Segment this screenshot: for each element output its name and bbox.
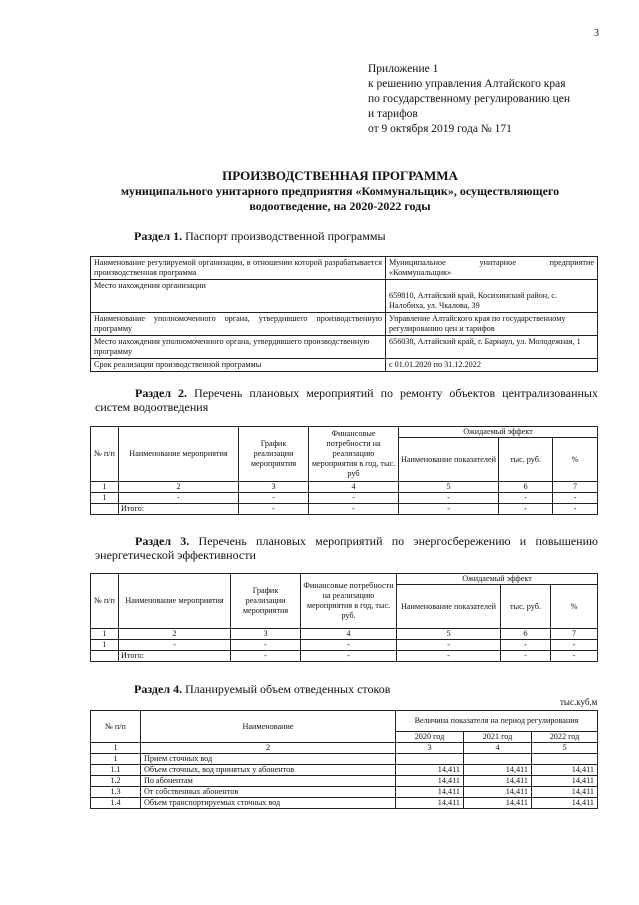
table-row bbox=[91, 493, 598, 504]
document-subtitle bbox=[60, 184, 620, 214]
cell: 1.4 bbox=[91, 798, 141, 809]
table-row bbox=[91, 754, 598, 765]
cell: 14,411 bbox=[532, 787, 598, 798]
col-header: Наименование bbox=[141, 711, 396, 743]
page-number: 3 bbox=[594, 28, 599, 39]
table-row bbox=[91, 787, 598, 798]
cell: - bbox=[499, 504, 553, 515]
section-label: Раздел 1. bbox=[134, 229, 183, 243]
passport-key: Место нахождения организации bbox=[91, 280, 386, 313]
section-text: Перечень плановых мероприятий по ремонту объектов централизованных систем водоотведения bbox=[95, 386, 598, 414]
col-header: № п/п bbox=[91, 427, 119, 482]
cell: 5 bbox=[397, 629, 501, 640]
table-header-row bbox=[91, 574, 598, 585]
appendix-line: по государственному регулированию цен bbox=[368, 93, 571, 105]
table-row bbox=[91, 257, 598, 280]
column-numbers-row bbox=[91, 743, 598, 754]
col-header: График реализации мероприятия bbox=[239, 427, 309, 482]
repair-measures-table bbox=[90, 426, 598, 515]
cell: - bbox=[239, 493, 309, 504]
passport-value: 656038, Алтайский край, г. Барнаул, ул. Молодежная, 1 bbox=[386, 336, 598, 359]
cell: 14,411 bbox=[396, 787, 464, 798]
col-header: Ожидаемый эффект bbox=[399, 427, 598, 438]
table-row bbox=[91, 336, 598, 359]
cell: - bbox=[551, 651, 598, 662]
col-header: Наименование показателей bbox=[399, 438, 499, 482]
cell: Объем сточных, вод принятых у абонентов bbox=[141, 765, 396, 776]
cell: - bbox=[501, 640, 551, 651]
appendix-line: и тарифов bbox=[368, 108, 418, 120]
total-label: Итого: bbox=[119, 504, 239, 515]
passport-table bbox=[90, 256, 598, 372]
cell: 4 bbox=[464, 743, 532, 754]
energy-measures-table bbox=[90, 573, 598, 662]
cell: 6 bbox=[501, 629, 551, 640]
cell: Прием сточных вод bbox=[141, 754, 396, 765]
cell: - bbox=[301, 640, 397, 651]
col-header: тыс. руб. bbox=[501, 585, 551, 629]
col-header: Наименование мероприятия bbox=[119, 427, 239, 482]
cell: 1.2 bbox=[91, 776, 141, 787]
appendix-line: Приложение 1 bbox=[368, 63, 439, 75]
col-header: Величина показателя на период регулирования bbox=[396, 711, 598, 732]
total-row bbox=[91, 504, 598, 515]
cell: 1 bbox=[91, 754, 141, 765]
col-header: 2022 год bbox=[532, 732, 598, 743]
col-header: % bbox=[551, 585, 598, 629]
cell: 1 bbox=[91, 629, 119, 640]
cell: - bbox=[231, 640, 301, 651]
cell: 5 bbox=[532, 743, 598, 754]
cell: - bbox=[501, 651, 551, 662]
col-header: Наименование мероприятия bbox=[119, 574, 231, 629]
section1-heading bbox=[134, 229, 386, 243]
cell bbox=[91, 651, 119, 662]
subtitle-line: муниципального унитарного предприятия «Коммунальщик», осуществляющего bbox=[120, 184, 560, 198]
cell: - bbox=[231, 651, 301, 662]
cell: - bbox=[309, 493, 399, 504]
cell: Объем транспортируемых сточных вод bbox=[141, 798, 396, 809]
table-row bbox=[91, 640, 598, 651]
cell: 14,411 bbox=[532, 776, 598, 787]
passport-key: Место нахождения уполномоченного органа, утвердившего производственную программу bbox=[91, 336, 386, 359]
passport-value: Муниципальное унитарное предприятие «Коммунальщик» bbox=[386, 257, 598, 280]
cell: 1 bbox=[91, 482, 119, 493]
cell: 1 bbox=[91, 640, 119, 651]
column-numbers-row bbox=[91, 629, 598, 640]
col-header: № п/п bbox=[91, 711, 141, 743]
table-row bbox=[91, 313, 598, 336]
cell: 14,411 bbox=[464, 787, 532, 798]
passport-key: Наименование уполномоченного органа, утвердившего производственную программу bbox=[91, 313, 386, 336]
cell: 6 bbox=[499, 482, 553, 493]
cell: - bbox=[309, 504, 399, 515]
cell: - bbox=[553, 493, 598, 504]
cell: 14,411 bbox=[396, 776, 464, 787]
col-header: 2021 год bbox=[464, 732, 532, 743]
section-label: Раздел 2. bbox=[135, 386, 188, 400]
cell: 1.3 bbox=[91, 787, 141, 798]
table-row bbox=[91, 359, 598, 372]
section-label: Раздел 3. bbox=[135, 534, 190, 548]
table-row bbox=[91, 798, 598, 809]
cell: 14,411 bbox=[532, 765, 598, 776]
col-header: Наименование показателей bbox=[397, 585, 501, 629]
passport-value: Управление Алтайского края по государственному регулированию цен и тарифов bbox=[386, 313, 598, 336]
section-text: Перечень плановых мероприятий по энергосбережению и повышению энергетической эффективности bbox=[95, 534, 598, 562]
section-text: Паспорт производственной программы bbox=[185, 229, 386, 243]
cell: - bbox=[301, 651, 397, 662]
col-header: № п/п bbox=[91, 574, 119, 629]
cell: - bbox=[399, 504, 499, 515]
unit-label: тыс.куб.м bbox=[560, 697, 598, 707]
section-text: Планируемый объем отведенных стоков bbox=[185, 682, 391, 696]
passport-key: Срок реализации производственной программы bbox=[91, 359, 386, 372]
cell: - bbox=[119, 640, 231, 651]
appendix-line: от 9 октября 2019 года № 171 bbox=[368, 123, 512, 135]
cell: 4 bbox=[301, 629, 397, 640]
cell: 14,411 bbox=[464, 798, 532, 809]
col-header: График реализации мероприятия bbox=[231, 574, 301, 629]
table-row bbox=[91, 280, 598, 313]
cell: От собственных абонентов bbox=[141, 787, 396, 798]
section2-heading bbox=[95, 386, 598, 414]
cell: 3 bbox=[396, 743, 464, 754]
table-header-row bbox=[91, 427, 598, 438]
cell: - bbox=[499, 493, 553, 504]
cell: 1.1 bbox=[91, 765, 141, 776]
cell: 7 bbox=[553, 482, 598, 493]
col-header: Финансовые потребности на реализацию мероприятия в год, тыс. руб. bbox=[301, 574, 397, 629]
document-title: ПРОИЗВОДСТВЕННАЯ ПРОГРАММА bbox=[222, 168, 458, 183]
appendix-block bbox=[368, 62, 570, 137]
cell: 1 bbox=[91, 743, 141, 754]
cell: 4 bbox=[309, 482, 399, 493]
table-row bbox=[91, 765, 598, 776]
appendix-line: к решению управления Алтайского края bbox=[368, 78, 566, 90]
cell: 7 bbox=[551, 629, 598, 640]
cell: - bbox=[397, 640, 501, 651]
passport-value: с 01.01.2020 по 31.12.2022 bbox=[386, 359, 598, 372]
cell: - bbox=[397, 651, 501, 662]
passport-value: 659810, Алтайский край, Косихинский район, с. Налобиха, ул. Чкалова, 39 bbox=[386, 280, 598, 313]
column-numbers-row bbox=[91, 482, 598, 493]
wastewater-volume-table bbox=[90, 710, 598, 809]
cell bbox=[396, 754, 464, 765]
cell: - bbox=[551, 640, 598, 651]
col-header: Финансовые потребности на реализацию мероприятия в год, тыс. руб bbox=[309, 427, 399, 482]
total-label: Итого: bbox=[119, 651, 231, 662]
table-header-row bbox=[91, 711, 598, 732]
cell: 3 bbox=[239, 482, 309, 493]
cell: - bbox=[553, 504, 598, 515]
cell: 14,411 bbox=[464, 776, 532, 787]
cell: 1 bbox=[91, 493, 119, 504]
cell: 14,411 bbox=[396, 798, 464, 809]
section4-heading bbox=[134, 682, 390, 696]
cell: 14,411 bbox=[464, 765, 532, 776]
cell: 2 bbox=[119, 629, 231, 640]
cell: 5 bbox=[399, 482, 499, 493]
section-label: Раздел 4. bbox=[134, 682, 183, 696]
cell bbox=[91, 504, 119, 515]
cell bbox=[464, 754, 532, 765]
col-header: тыс. руб. bbox=[499, 438, 553, 482]
col-header: Ожидаемый эффект bbox=[397, 574, 598, 585]
cell: По абонентам bbox=[141, 776, 396, 787]
passport-key: Наименование регулируемой организации, в отношении которой разрабатывается производственная программа bbox=[91, 257, 386, 280]
cell bbox=[532, 754, 598, 765]
cell: - bbox=[239, 504, 309, 515]
col-header: % bbox=[553, 438, 598, 482]
subtitle-line: водоотведение, на 2020-2022 годы bbox=[249, 199, 431, 213]
total-row bbox=[91, 651, 598, 662]
cell: 2 bbox=[119, 482, 239, 493]
col-header: 2020 год bbox=[396, 732, 464, 743]
cell: 14,411 bbox=[396, 765, 464, 776]
section3-heading bbox=[95, 534, 598, 562]
cell: 14,411 bbox=[532, 798, 598, 809]
cell: - bbox=[399, 493, 499, 504]
cell: 3 bbox=[231, 629, 301, 640]
table-row bbox=[91, 776, 598, 787]
cell: - bbox=[119, 493, 239, 504]
cell: 2 bbox=[141, 743, 396, 754]
